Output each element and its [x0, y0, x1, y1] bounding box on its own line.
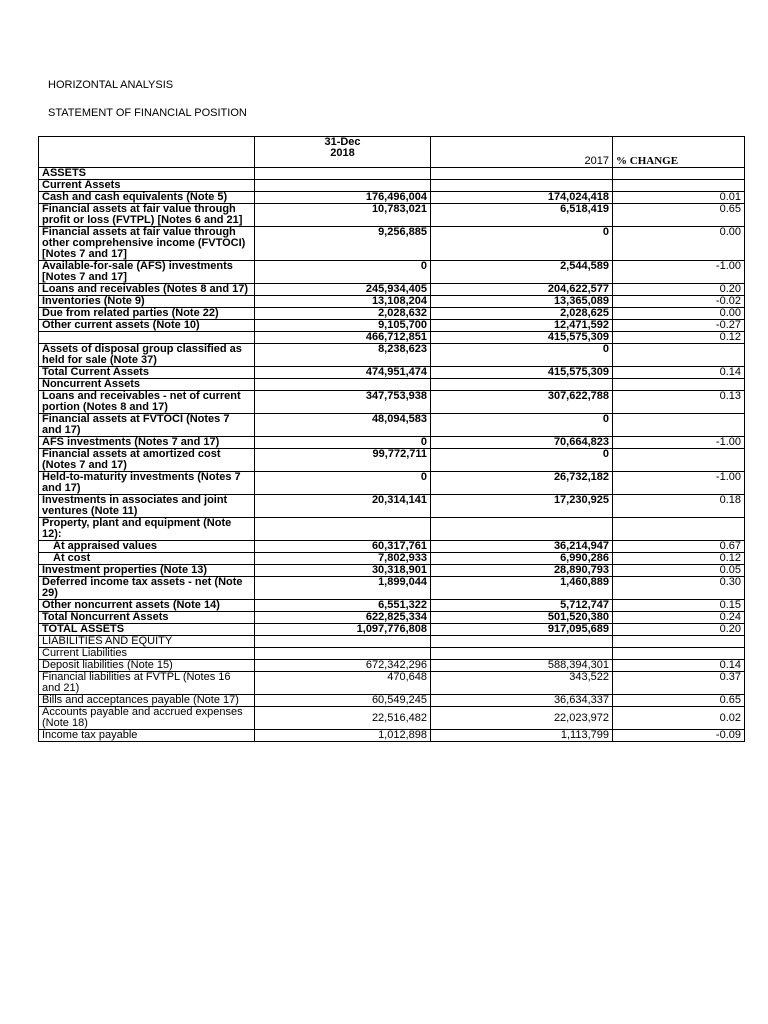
table-row	[39, 707, 745, 730]
table-row	[39, 320, 745, 332]
row-2018-value-cell: 470,648	[255, 672, 431, 695]
row-2018-value-cell	[255, 180, 431, 192]
row-pct-change-cell	[613, 379, 745, 391]
row-2017-value-cell: 6,990,286	[431, 553, 613, 565]
row-label-cell: Deferred income tax assets - net (Note 29)	[39, 577, 255, 600]
row-pct-change-cell: -0.02	[613, 296, 745, 308]
table-row	[39, 495, 745, 518]
row-2017-value-cell: 13,365,089	[431, 296, 613, 308]
table-row	[39, 636, 745, 648]
row-2018-value-cell	[255, 168, 431, 180]
table-row	[39, 660, 745, 672]
row-label-cell: At appraised values	[39, 541, 255, 553]
row-pct-change-cell: 0.20	[613, 284, 745, 296]
table-row	[39, 227, 745, 261]
row-2018-value-cell: 1,012,898	[255, 730, 431, 742]
row-2018-value-cell: 622,825,334	[255, 612, 431, 624]
header-2018-line2: 2018	[330, 147, 355, 159]
row-label-cell: Total Noncurrent Assets	[39, 612, 255, 624]
row-2017-value-cell	[431, 648, 613, 660]
row-label-cell: At cost	[39, 553, 255, 565]
row-2018-value-cell: 60,317,761	[255, 541, 431, 553]
header-pct-change-cell: % CHANGE	[613, 137, 745, 168]
table-row	[39, 261, 745, 284]
row-pct-change-cell	[613, 344, 745, 367]
table-row	[39, 565, 745, 577]
row-label-cell: Financial liabilities at FVTPL (Notes 16 and 21)	[39, 672, 255, 695]
row-pct-change-cell: 0.37	[613, 672, 745, 695]
row-label-cell: TOTAL ASSETS	[39, 624, 255, 636]
row-2017-value-cell: 501,520,380	[431, 612, 613, 624]
row-pct-change-cell: 0.20	[613, 624, 745, 636]
row-label-cell: Financial assets at amortized cost (Notes 7 and 17)	[39, 449, 255, 472]
row-pct-change-cell: 0.67	[613, 541, 745, 553]
row-2017-value-cell	[431, 379, 613, 391]
row-label-cell: Loans and receivables (Notes 8 and 17)	[39, 284, 255, 296]
row-pct-change-cell: 0.18	[613, 495, 745, 518]
row-pct-change-cell	[613, 636, 745, 648]
row-2018-value-cell: 1,097,776,808	[255, 624, 431, 636]
row-pct-change-cell: 0.12	[613, 553, 745, 565]
table-row	[39, 695, 745, 707]
table-row	[39, 192, 745, 204]
table-row	[39, 379, 745, 391]
table-row	[39, 296, 745, 308]
row-2018-value-cell: 9,256,885	[255, 227, 431, 261]
row-2017-value-cell: 343,522	[431, 672, 613, 695]
row-2018-value-cell	[255, 636, 431, 648]
row-2017-value-cell	[431, 168, 613, 180]
row-label-cell: Other current assets (Note 10)	[39, 320, 255, 332]
row-label-cell: Accounts payable and accrued expenses (Note 18)	[39, 707, 255, 730]
row-pct-change-cell: -0.27	[613, 320, 745, 332]
table-row	[39, 612, 745, 624]
row-pct-change-cell: 0.01	[613, 192, 745, 204]
row-2017-value-cell: 0	[431, 414, 613, 437]
row-label-cell: Due from related parties (Note 22)	[39, 308, 255, 320]
row-label-cell: Total Current Assets	[39, 367, 255, 379]
row-pct-change-cell	[613, 180, 745, 192]
table-row	[39, 472, 745, 495]
row-pct-change-cell: 0.00	[613, 227, 745, 261]
row-2018-value-cell: 2,028,632	[255, 308, 431, 320]
table-row	[39, 332, 745, 344]
row-2017-value-cell: 307,622,788	[431, 391, 613, 414]
row-2018-value-cell: 99,772,711	[255, 449, 431, 472]
row-2018-value-cell: 0	[255, 261, 431, 284]
row-label-cell: Available-for-sale (AFS) investments [Notes 7 and 17]	[39, 261, 255, 284]
row-2017-value-cell: 28,890,793	[431, 565, 613, 577]
row-2018-value-cell	[255, 379, 431, 391]
header-2018-cell	[255, 137, 431, 168]
table-row	[39, 367, 745, 379]
row-2018-value-cell	[255, 648, 431, 660]
row-2017-value-cell: 6,518,419	[431, 204, 613, 227]
row-2018-value-cell: 672,342,296	[255, 660, 431, 672]
row-2017-value-cell: 1,113,799	[431, 730, 613, 742]
table-row	[39, 648, 745, 660]
row-2017-value-cell: 5,712,747	[431, 600, 613, 612]
row-2017-value-cell: 36,214,947	[431, 541, 613, 553]
row-label-cell: Investments in associates and joint ventures (Note 11)	[39, 495, 255, 518]
row-2017-value-cell: 917,095,689	[431, 624, 613, 636]
row-2018-value-cell: 9,105,700	[255, 320, 431, 332]
row-2017-value-cell: 36,634,337	[431, 695, 613, 707]
row-pct-change-cell: 0.00	[613, 308, 745, 320]
table-row	[39, 600, 745, 612]
row-pct-change-cell: 0.12	[613, 332, 745, 344]
row-2017-value-cell: 70,664,823	[431, 437, 613, 449]
row-2017-value-cell: 12,471,592	[431, 320, 613, 332]
row-2018-value-cell: 6,551,322	[255, 600, 431, 612]
row-2017-value-cell: 2,028,625	[431, 308, 613, 320]
table-row	[39, 518, 745, 541]
row-2018-value-cell	[255, 518, 431, 541]
row-label-cell: Cash and cash equivalents (Note 5)	[39, 192, 255, 204]
table-row	[39, 449, 745, 472]
row-2018-value-cell: 245,934,405	[255, 284, 431, 296]
row-2017-value-cell: 0	[431, 227, 613, 261]
row-pct-change-cell	[613, 518, 745, 541]
row-label-cell: Deposit liabilities (Note 15)	[39, 660, 255, 672]
row-label-cell: AFS investments (Notes 7 and 17)	[39, 437, 255, 449]
table-row	[39, 577, 745, 600]
row-2018-value-cell: 0	[255, 437, 431, 449]
row-2018-value-cell: 22,516,482	[255, 707, 431, 730]
row-2018-value-cell: 7,802,933	[255, 553, 431, 565]
row-pct-change-cell: 0.14	[613, 367, 745, 379]
row-label-cell	[39, 332, 255, 344]
row-label-cell: Current Liabilities	[39, 648, 255, 660]
row-2017-value-cell: 2,544,589	[431, 261, 613, 284]
table-row	[39, 284, 745, 296]
row-label-cell: Assets of disposal group classified as held for sale (Note 37)	[39, 344, 255, 367]
row-label-cell: Investment properties (Note 13)	[39, 565, 255, 577]
row-2018-value-cell: 20,314,141	[255, 495, 431, 518]
row-2018-value-cell: 347,753,938	[255, 391, 431, 414]
row-pct-change-cell	[613, 414, 745, 437]
row-2018-value-cell: 10,783,021	[255, 204, 431, 227]
row-2018-value-cell: 30,318,901	[255, 565, 431, 577]
table-row	[39, 541, 745, 553]
row-pct-change-cell: 0.24	[613, 612, 745, 624]
row-label-cell: Financial assets at FVTOCI (Notes 7 and 17)	[39, 414, 255, 437]
row-pct-change-cell: -1.00	[613, 472, 745, 495]
row-label-cell: Financial assets at fair value through profit or loss (FVTPL) [Notes 6 and 21]	[39, 204, 255, 227]
document-subtitle: STATEMENT OF FINANCIAL POSITION	[48, 107, 247, 119]
table-row	[39, 204, 745, 227]
row-label-cell: Inventories (Note 9)	[39, 296, 255, 308]
row-2018-value-cell: 13,108,204	[255, 296, 431, 308]
row-2017-value-cell	[431, 518, 613, 541]
table-row	[39, 308, 745, 320]
row-label-cell: Bills and acceptances payable (Note 17)	[39, 695, 255, 707]
row-pct-change-cell: -1.00	[613, 261, 745, 284]
financial-position-table	[38, 136, 745, 742]
row-2017-value-cell: 22,023,972	[431, 707, 613, 730]
row-label-cell: Financial assets at fair value through other comprehensive income (FVTOCI) [Notes 7 and 17]	[39, 227, 255, 261]
table-row	[39, 344, 745, 367]
row-2017-value-cell	[431, 636, 613, 648]
table-row	[39, 391, 745, 414]
header-2018-line1: 31-Dec	[324, 136, 361, 148]
row-2018-value-cell: 466,712,851	[255, 332, 431, 344]
row-2017-value-cell: 1,460,889	[431, 577, 613, 600]
table-row	[39, 414, 745, 437]
row-pct-change-cell: 0.15	[613, 600, 745, 612]
row-label-cell: Held-to-maturity investments (Notes 7 and 17)	[39, 472, 255, 495]
row-2017-value-cell: 0	[431, 344, 613, 367]
document-title: HORIZONTAL ANALYSIS	[48, 79, 174, 91]
table-row	[39, 624, 745, 636]
row-2017-value-cell: 26,732,182	[431, 472, 613, 495]
row-pct-change-cell	[613, 168, 745, 180]
header-2017-cell: 2017	[431, 137, 613, 168]
row-2018-value-cell: 48,094,583	[255, 414, 431, 437]
table-row	[39, 672, 745, 695]
row-pct-change-cell: 0.14	[613, 660, 745, 672]
row-2018-value-cell: 0	[255, 472, 431, 495]
row-label-cell: Noncurrent Assets	[39, 379, 255, 391]
row-2017-value-cell: 0	[431, 449, 613, 472]
row-label-cell: Property, plant and equipment (Note 12):	[39, 518, 255, 541]
row-pct-change-cell	[613, 648, 745, 660]
row-2018-value-cell: 8,238,623	[255, 344, 431, 367]
row-2017-value-cell: 415,575,309	[431, 367, 613, 379]
row-pct-change-cell: -1.00	[613, 437, 745, 449]
row-label-cell: Current Assets	[39, 180, 255, 192]
table-row	[39, 168, 745, 180]
row-2017-value-cell: 415,575,309	[431, 332, 613, 344]
row-pct-change-cell: 0.30	[613, 577, 745, 600]
row-pct-change-cell	[613, 449, 745, 472]
row-2018-value-cell: 60,549,245	[255, 695, 431, 707]
row-label-cell: Income tax payable	[39, 730, 255, 742]
row-pct-change-cell: 0.65	[613, 204, 745, 227]
row-2018-value-cell: 474,951,474	[255, 367, 431, 379]
row-2018-value-cell: 1,899,044	[255, 577, 431, 600]
table-row	[39, 553, 745, 565]
row-2017-value-cell: 588,394,301	[431, 660, 613, 672]
row-label-cell: LIABILITIES AND EQUITY	[39, 636, 255, 648]
row-label-cell: Loans and receivables - net of current portion (Notes 8 and 17)	[39, 391, 255, 414]
row-2017-value-cell: 204,622,577	[431, 284, 613, 296]
row-2018-value-cell: 176,496,004	[255, 192, 431, 204]
row-pct-change-cell: 0.13	[613, 391, 745, 414]
row-2017-value-cell: 17,230,925	[431, 495, 613, 518]
table-header-row	[39, 137, 745, 168]
row-pct-change-cell: 0.02	[613, 707, 745, 730]
row-2017-value-cell: 174,024,418	[431, 192, 613, 204]
row-label-cell: Other noncurrent assets (Note 14)	[39, 600, 255, 612]
table-row	[39, 437, 745, 449]
row-pct-change-cell: 0.05	[613, 565, 745, 577]
row-label-cell: ASSETS	[39, 168, 255, 180]
row-2017-value-cell	[431, 180, 613, 192]
row-pct-change-cell: 0.65	[613, 695, 745, 707]
table-row	[39, 180, 745, 192]
row-pct-change-cell: -0.09	[613, 730, 745, 742]
header-label-cell	[39, 137, 255, 168]
table-row	[39, 730, 745, 742]
